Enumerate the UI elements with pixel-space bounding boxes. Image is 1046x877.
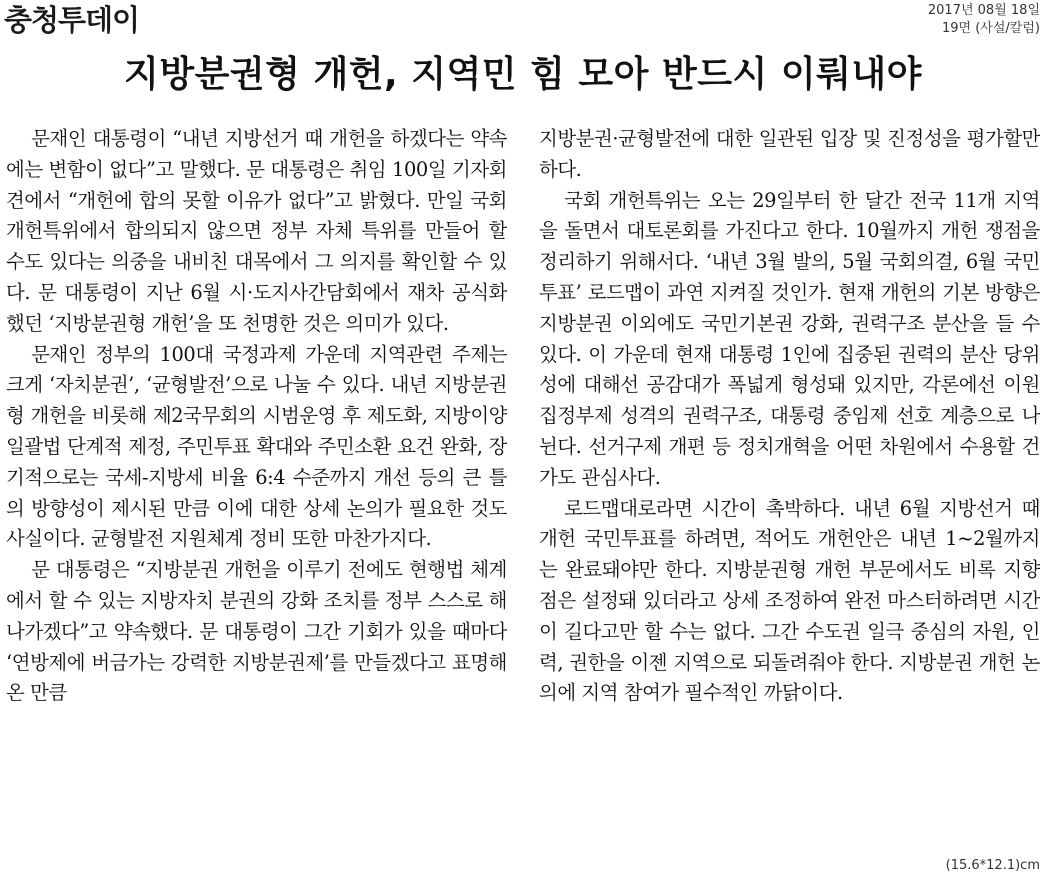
article-body bbox=[6, 124, 1040, 854]
newspaper-masthead: 충청투데이 bbox=[4, 3, 140, 37]
article-headline: 지방분권형 개헌, 지역민 힘 모아 반드시 이뤄내야 bbox=[124, 54, 922, 95]
right-column bbox=[539, 124, 1040, 854]
publication-date: 2017년 08월 18일 bbox=[927, 3, 1040, 18]
left-column bbox=[6, 124, 507, 854]
right-paragraph-1: 지방분권·균형발전에 대한 일관된 입장 및 진정성을 평가할만하다. bbox=[539, 127, 1040, 181]
right-paragraph-3: 로드맵대로라면 시간이 촉박하다. 내년 6월 지방선거 때 개헌 국민투표를 하려면, 적어도 개헌안은 내년 1~2월까지는 완료돼야만 한다. 지방분권형 개헌 부문에서도 비록 지향점은 설정돼 있더라고 상세 조정하여 완전 마스터하려면 시간이 길다고만 할 수는 없다. 그간 수도권 일극 중심의 자원, 인력, 권한을 이젠 지역으로 되돌려줘야 한다. 지방분권 개헌 논의에 지역 참여가 필수적인 까닭이다. bbox=[539, 496, 1040, 705]
publication-meta bbox=[928, 2, 1040, 38]
left-paragraph-1: 문재인 대통령이 “내년 지방선거 때 개헌을 하겠다는 약속에는 변함이 없다”고 말했다. 문 대통령은 취임 100일 기자회견에서 “개헌에 합의 못할 이유가 없다”고 밝혔다. 만일 국회개헌특위에서 합의되지 않으면 정부 자체 특위를 만들어 할 수도 있다는 의중을 내비친 대목에서 그 의지를 확인할 수 있다. 문 대통령이 지난 6월 시·도지사간담회에서 재차 공식화했던 ‘지방분권형 개헌’을 또 천명한 것은 의미가 있다. bbox=[6, 127, 507, 335]
clipping-size-note: (15.6*12.1)cm bbox=[945, 858, 1040, 873]
left-paragraph-3: 문 대통령은 “지방분권 개헌을 이루기 전에도 현행법 체계에서 할 수 있는 지방자치 분권의 강화 조치를 정부 스스로 해나가겠다”고 약속했다. 문 대통령이 그간 기회가 있을 때마다 ‘연방제에 버금가는 강력한 지방분권제’를 만들겠다고 표명해온 만큼 bbox=[6, 558, 507, 705]
left-paragraph-2: 문재인 정부의 100대 국정과제 가운데 지역관련 주제는 크게 ‘자치분권’, ‘균형발전’으로 나눌 수 있다. 내년 지방분권형 개헌을 비롯해 제2국무회의 시범운영 후 제도화, 지방이양일괄법 단계적 제정, 주민투표 확대와 주민소환 요건 완화, 장기적으로는 국세-지방세 비율 6:4 수준까지 개선 등의 큰 틀의 방향성이 제시된 만큼 이에 대한 상세 논의가 필요한 것도 사실이다. 균형발전 지원체계 정비 또한 마찬가지다. bbox=[6, 342, 507, 551]
right-paragraph-2: 국회 개헌특위는 오는 29일부터 한 달간 전국 11개 지역을 돌면서 대토론회를 가진다고 한다. 10월까지 개헌 쟁점을 정리하기 위해서다. ‘내년 3월 발의, 5월 국회의결, 6월 국민투표’ 로드맵이 과연 지켜질 것인가. 현재 개헌의 기본 방향은 지방분권 이외에도 국민기본권 강화, 권력구조 분산을 들 수 있다. 이 가운데 현재 대통령 1인에 집중된 권력의 분산 당위성에 대해선 공감대가 폭넓게 형성돼 있지만, 각론에선 이원집정부제 성격의 권력구조, 대통령 중임제 선호 계층으로 나뉜다. 선거구제 개편 등 정치개혁을 어떤 차원에서 수용할 건가도 관심사다. bbox=[539, 188, 1040, 489]
page-section: 19면 (사설/칼럼) bbox=[942, 21, 1040, 36]
